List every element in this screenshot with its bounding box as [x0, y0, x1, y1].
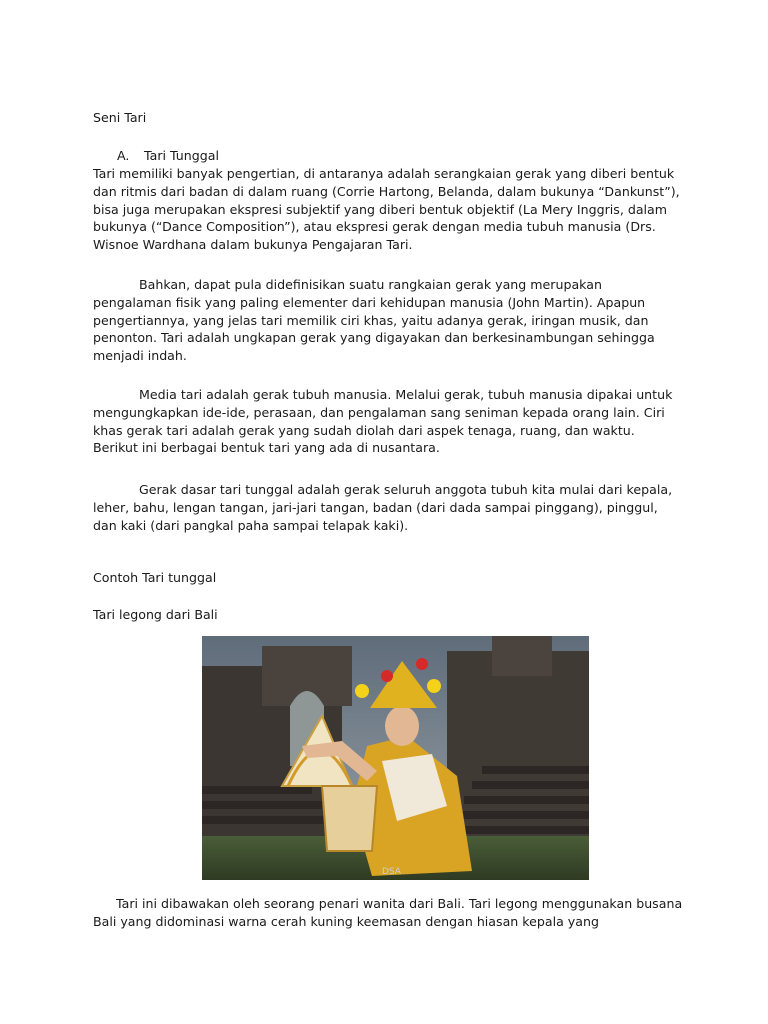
legong-dancer-photo	[202, 636, 589, 880]
example-title: Tari legong dari Bali	[93, 607, 218, 622]
paragraph-elementary: Bahkan, dapat pula didefinisikan suatu rangkaian gerak yang merupakan pengalaman fisik yang paling elementer dari kehidupan manusia (John Martin). Apapun pengertiannya, yang jelas tari memilik ciri khas, yaitu adanya gerak, iringan musik, dan penonton. Tari adalah ungkapan gerak yang digayakan dan berkesinambungan sehingga menjadi indah.	[93, 277, 655, 364]
example-heading: Contoh Tari tunggal	[93, 570, 217, 585]
paragraph-legong-description: Tari ini dibawakan oleh seorang penari wanita dari Bali. Tari legong menggunakan busana Bali yang didominasi warna cerah kuning keemasan dengan hiasan kepala yang	[93, 896, 683, 929]
section-title: Tari Tunggal	[144, 148, 219, 163]
paragraph-media: Media tari adalah gerak tubuh manusia. Melalui gerak, tubuh manusia dipakai untuk mengungkapkan ide-ide, perasaan, dan pengalaman sang seniman kepada orang lain. Ciri khas gerak tari adalah gerak yang sudah diolah dari aspek tenaga, ruang, dan waktu. Berikut ini berbagai bentuk tari yang ada di nusantara.	[93, 387, 673, 456]
paragraph-basic-movement: Gerak dasar tari tunggal adalah gerak seluruh anggota tubuh kita mulai dari kepala, leher, bahu, lengan tangan, jari-jari tangan, badan (dari dada sampai pinggang), pinggul, dan kaki (dari pangkal paha sampai telapak kaki).	[93, 482, 673, 533]
photo-watermark: DSA	[382, 867, 401, 877]
paragraph-definition: Tari memiliki banyak pengertian, di antaranya adalah serangkaian gerak yang diberi bentuk dan ritmis dari badan di dalam ruang (Corrie Hartong, Belanda, dalam bukunya “Dankunst”), bisa juga merupakan ekspresi subjektif yang diberi bentuk objektif (La Mery Inggris, dalam bukunya (“Dance Composition”), atau ekspresi gerak dengan media tubuh manusia (Drs. Wisnoe Wardhana daIam bukunya Pengajaran Tari.	[93, 166, 680, 253]
section-number: A.	[117, 148, 130, 163]
section-heading	[117, 147, 707, 165]
document-title: Seni Tari	[93, 110, 147, 125]
